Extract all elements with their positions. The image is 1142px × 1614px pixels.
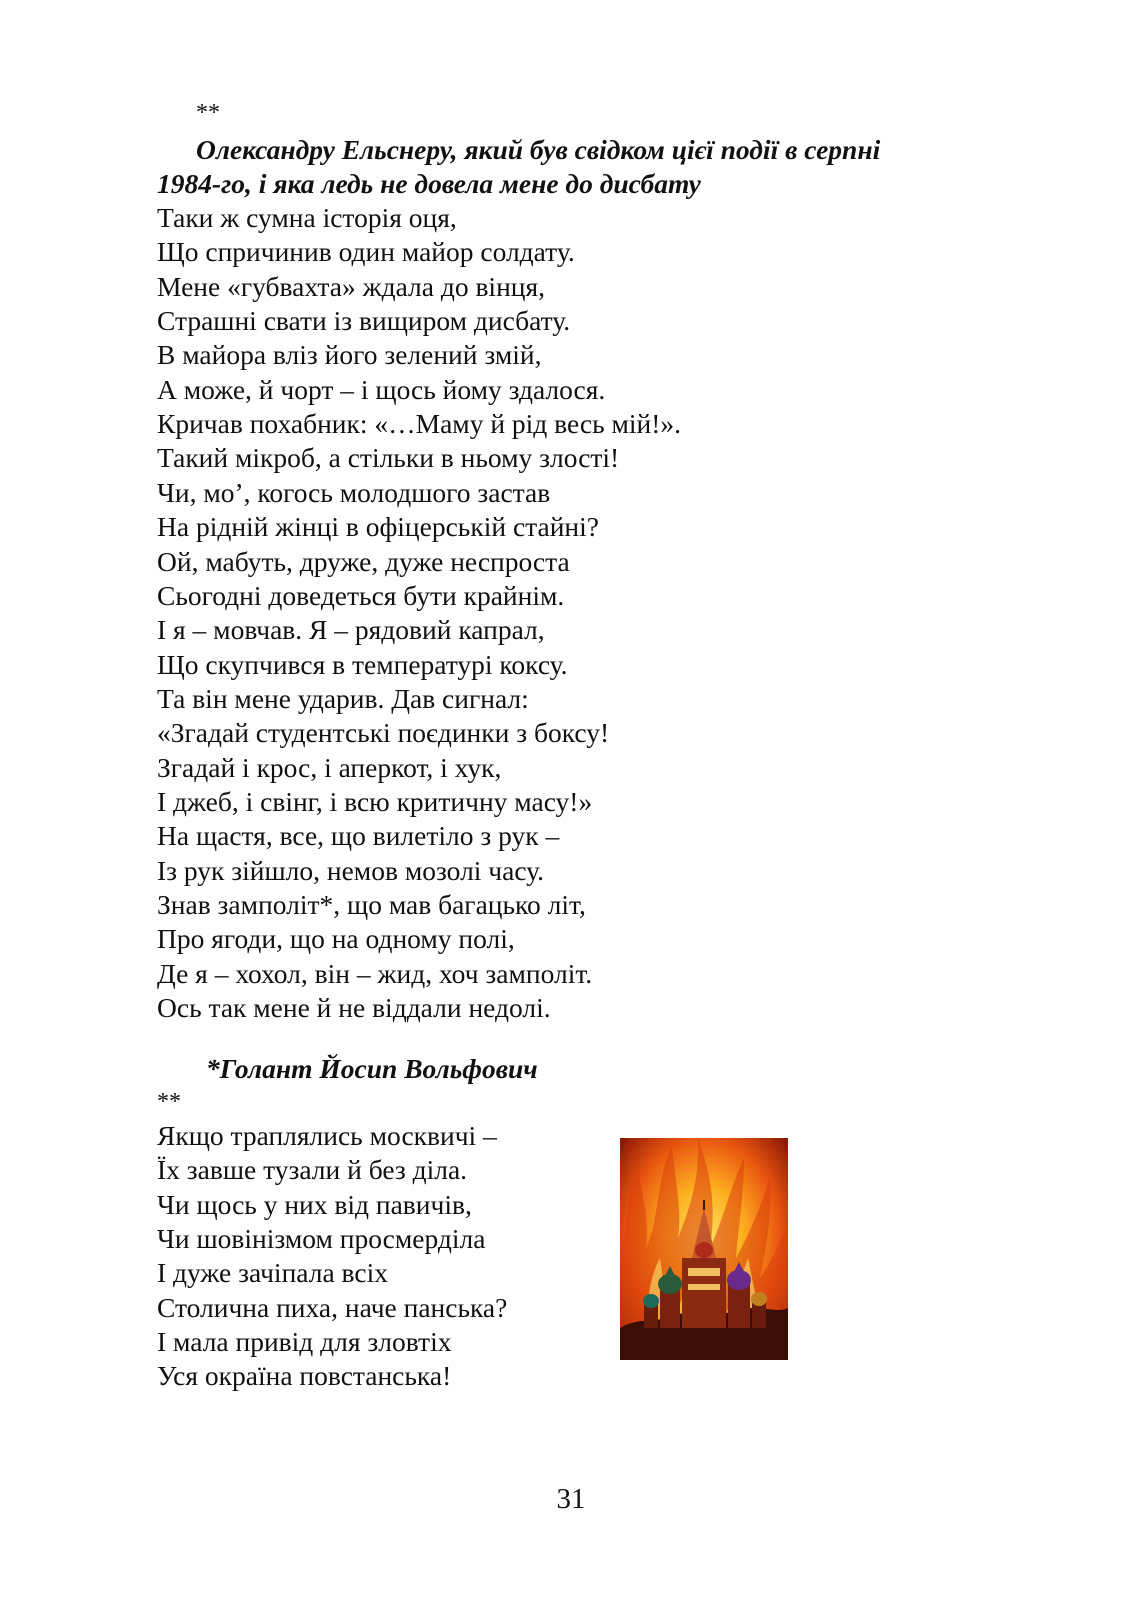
poem-2-line-3: Чи щось у них від павичів, (157, 1188, 472, 1220)
poem-1-line-10: На рідній жінці в офіцерській стайні? (157, 511, 599, 543)
page-number: 31 (556, 1483, 586, 1515)
burning-cathedral-icon (620, 1138, 788, 1360)
section-divider-stars: ** (196, 100, 220, 126)
poem-1-line-12: Сьогодні доведеться бути крайнім. (157, 579, 565, 611)
poem-2-line-4: Чи шовінізмом просмерділа (157, 1222, 486, 1254)
poem-1-line-1: Таки ж сумна історія оця, (157, 202, 457, 233)
poem-1-line-16: «Згадай студентські поєдинки з боксу! (157, 717, 610, 749)
poem-1-line-9: Чи, мо’, когось молодшого застав (157, 476, 551, 508)
dedication-line-1: Олександру Ельснеру, який був свідком цієї події в серпні (196, 134, 881, 165)
poem-1-line-13: І я – мовчав. Я – рядовий капрал, (157, 614, 545, 646)
poem-1-line-20: Із рук зійшло, немов мозолі часу. (157, 854, 545, 886)
poem-1-line-7: Кричав похабник: «…Маму й рід весь мій!». (157, 408, 682, 440)
poem-1-line-14: Що скупчився в температурі коксу. (157, 648, 568, 680)
poem-2-line-8: Уся окраїна повстанська! (157, 1360, 452, 1392)
poem-2-line-5: І дуже зачіпала всіх (157, 1257, 388, 1289)
poem-1-line-15: Та він мене ударив. Дав сигнал: (157, 682, 529, 714)
poem-1-line-24: Ось так мене й не віддали недолі. (157, 992, 551, 1024)
poem-2-line-6: Столична пиха, наче панська? (157, 1291, 508, 1323)
poem-2-line-1: Якщо траплялись москвичі – (157, 1120, 497, 1151)
poem-1-line-23: Де я – хохол, він – жид, хоч замполіт. (157, 957, 593, 989)
poem-1-line-18: І джеб, і свінг, і всю критичну масу!» (157, 785, 593, 817)
poem-2-line-2: Їх завше тузали й без діла. (157, 1154, 468, 1186)
poem-1-line-8: Такий мікроб, а стільки в ньому злості! (157, 442, 620, 474)
section-divider-stars-2: ** (157, 1089, 181, 1115)
poem-1-line-2: Що спричинив один майор солдату. (157, 236, 575, 268)
poem-1-line-4: Страшні свати із вищиром дисбату. (157, 305, 571, 337)
dedication-line-2: 1984-го, і яка ледь не довела мене до дисбату (157, 168, 701, 199)
poem-1-line-3: Мене «губвахта» ждала до вінця, (157, 270, 546, 302)
poem-1-line-21: Знав замполіт*, що мав багацько літ, (157, 889, 586, 920)
poem-1-line-22: Про ягоди, що на одному полі, (157, 923, 515, 955)
poem-1-line-17: Згадай і крос, і аперкот, і хук, (157, 751, 502, 783)
poem-1-line-5: В майора вліз його зелений змій, (157, 339, 542, 371)
footnote: *Голант Йосип Вольфович (206, 1053, 538, 1084)
poem-1-line-19: На щастя, все, що вилетіло з рук – (157, 820, 560, 852)
poem-1-line-11: Ой, мабуть, друже, дуже неспроста (157, 545, 570, 577)
poem-1-line-6: А може, й чорт – і щось йому здалося. (157, 373, 606, 405)
poem-2-line-7: І мала привід для зловтіх (157, 1325, 452, 1357)
